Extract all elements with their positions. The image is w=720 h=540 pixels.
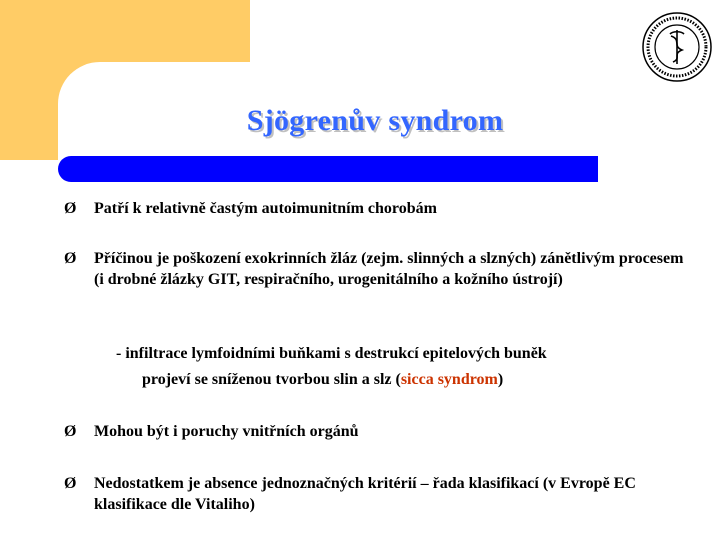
title-underline-bar [58,156,598,182]
sub-point-text: projeví se sníženou tvorbou slin a slz ( [142,371,401,388]
bullet-text: Nedostatkem je absence jednoznačných kritérií – řada klasifikací (v Evropě EC klasifikace dle Vitaliho) [94,475,636,513]
arrow-bullet-icon: Ø [64,250,77,267]
arrow-bullet-icon: Ø [64,200,77,217]
bullet-text: Patří k relativně častým autoimunitním chorobám [94,200,437,217]
bullet-text: Mohou být i poruchy vnitřních orgánů [94,423,359,440]
university-seal-logo [640,10,714,84]
slide-title: Sjögrenův syndrom [246,104,504,137]
arrow-bullet-icon: Ø [64,475,77,492]
sub-point-text: ) [497,371,504,388]
sicca-term: sicca syndrom [400,371,498,388]
sub-point-line [142,369,503,390]
bullet-text: Příčinou je poškození exokrinních žláz (zejm. slinných a slzných) zánětlivým procesem (i drobné žlázky GIT, respiračního, urogenitálního a kožního ústrojí) [94,250,684,288]
sub-point-line: - infiltrace lymfoidními buňkami s destrukcí epitelových buněk [116,345,547,362]
arrow-bullet-icon: Ø [64,423,77,440]
